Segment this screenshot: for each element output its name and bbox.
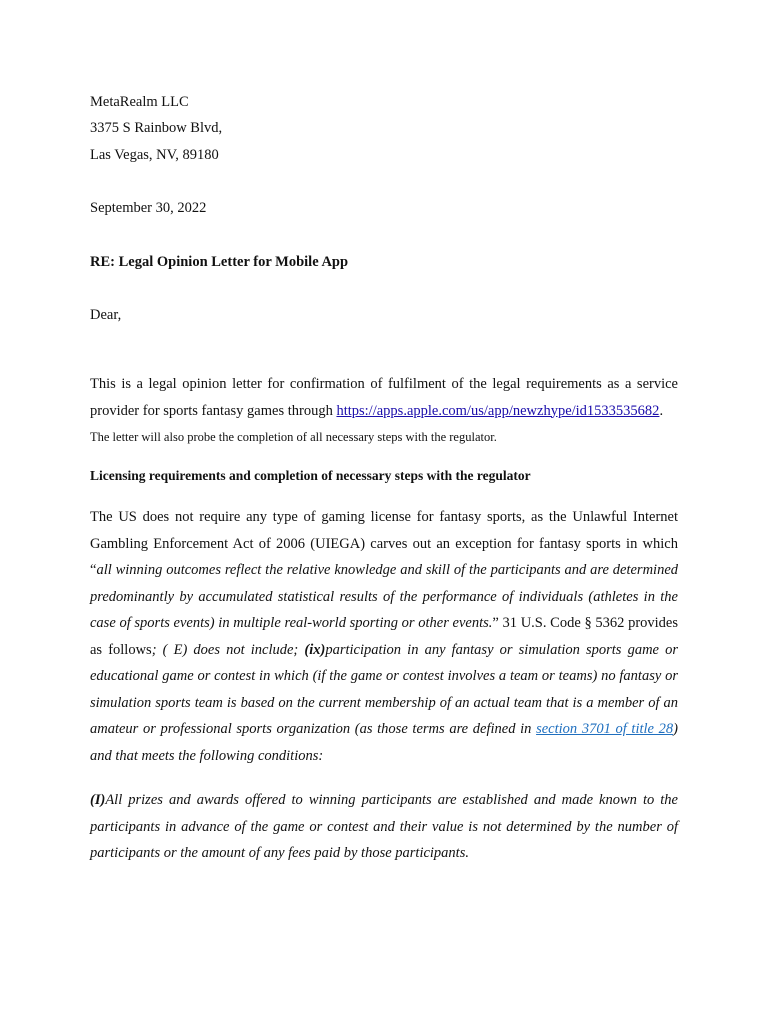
condition-label: (I) [90,792,106,808]
body-text-3: ; ( E) does not include; [151,641,305,658]
body-paragraph [90,504,678,769]
body-text-4: participation in any fantasy or simulation sports game or educational game or contest in which (if the game or contest involves a team or teams) no fantasy or simulation sports team is based on the current membership of an actual team that is a member of an amateur or professional sports organization (as those terms are defined in [90,641,678,737]
body-text-2: ” 31 U.S. Code § 5362 provides as follows [90,615,679,658]
condition-text: All prizes and awards offered to winning participants are established and made known to the participants in advance of the game or contest and their value is not determined by the number of participants or the amount of any fees paid by those participants. [90,792,678,861]
subject-line: RE: Legal Opinion Letter for Mobile App [90,254,349,270]
condition-paragraph [90,787,678,867]
intro-paragraph [90,371,678,451]
section-heading: Licensing requirements and completion of necessary steps with the regulator [90,468,531,483]
company-name: MetaRealm LLC [90,94,189,110]
city-address: Las Vegas, NV, 89180 [90,147,219,163]
salutation: Dear, [90,307,122,323]
uiega-quote: all winning outcomes reflect the relative knowledge and skill of the participants and are determined predominantly by accumulated statistical results of the performance of individuals (athletes in the case of sports events) in multiple real-world sporting or other events. [90,562,678,631]
letter-date: September 30, 2022 [90,200,207,216]
intro-small-note: The letter will also probe the completion of all necessary steps with the regulator. [90,430,497,444]
body-text-1: The US does not require any type of gaming license for fantasy sports, as the Unlawful Internet Gambling Enforcement Act of 2006 (UIEGA) carves out an exception for fantasy sports in which “ [90,509,678,578]
intro-text: This is a legal opinion letter for confirmation of fulfilment of the legal requirements as a service provider for sports fantasy games through [90,376,678,419]
clause-ix-label: (ix) [304,641,326,658]
intro-text-end: . [659,402,664,419]
body-text-5: ) and that meets the following conditions: [90,721,678,764]
street-address: 3375 S Rainbow Blvd, [90,120,223,136]
app-store-link[interactable]: https://apps.apple.com/us/app/newzhype/id1533535682 [336,402,660,419]
section-3701-link[interactable]: section 3701 of title 28 [536,721,674,737]
